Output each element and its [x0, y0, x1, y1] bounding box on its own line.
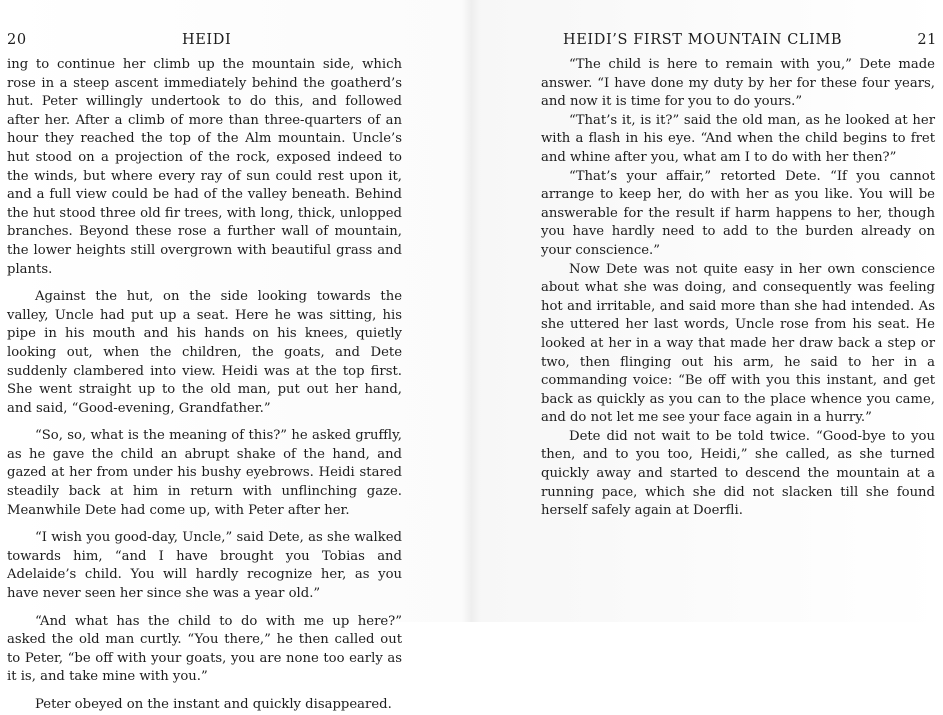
- paragraph: “That’s it, is it?” said the old man, as he looked at her with a flash in his eye. “And when the child begins to fret and whine after you, what am I to do with her then?”: [541, 112, 935, 165]
- paragraph: Now Dete was not quite easy in her own conscience about what she was doing, and consequently was feeling hot and irritable, and said more than she had intended. As she uttered her last words, Uncle rose from his seat. He looked at her in a way that made her draw back a step or two, then flinging out his arm, he said to her in a commanding voice: “Be off with you this instant, and get back as quickly as you can to the place whence you came, and do not let me see your face again in a hurry.”: [541, 261, 935, 426]
- right-page-body: [541, 56, 935, 521]
- paragraph: Peter obeyed on the instant and quickly disappeared.: [35, 697, 392, 712]
- paragraph: “The child is here to remain with you,” Dete made answer. “I have done my duty by her for these four years, and now it is time for you to do yours.”: [541, 57, 935, 110]
- paragraph: Dete did not wait to be told twice. “Good-bye to you then, and to you too, Heidi,” she called, as she turned quickly away and started to descend the mountain at a running pace, which she did not slacken till she found herself safely again at Doerfli.: [541, 428, 935, 519]
- left-page-number: 20: [7, 32, 27, 48]
- right-running-head: HEIDI’S FIRST MOUNTAIN CLIMB: [563, 32, 843, 48]
- left-running-head: HEIDI: [182, 32, 232, 48]
- paragraph: “That’s your affair,” retorted Dete. “If you cannot arrange to keep her, do with her as you like. You will be answerable for the result if harm happens to her, though you have hardly need to add to the burden already on your conscience.”: [541, 168, 935, 258]
- left-page: [0, 0, 470, 712]
- right-page: [472, 0, 943, 622]
- left-page-body: [7, 56, 402, 715]
- paragraph: Against the hut, on the side looking towards the valley, Uncle had put up a seat. Here he was sitting, his pipe in his mouth and his hands on his knees, quietly looking out, when the children, the goats, and Dete suddenly clambered into view. Heidi was at the top first. She went straight up to the old man, put out her hand, and said, “Good-evening, Grandfather.”: [7, 289, 402, 416]
- paragraph: “I wish you good-day, Uncle,” said Dete, as she walked towards him, “and I have brought you Tobias and Adelaide’s child. You will hardly recognize her, as you have never seen her since she was a year old.”: [7, 530, 402, 602]
- paragraph: “So, so, what is the meaning of this?” he asked gruffly, as he gave the child an abrupt shake of the hand, and gazed at her from under his bushy eyebrows. Heidi stared steadily back at him in return with unflinching gaze. Meanwhile Dete had come up, with Peter after her.: [7, 428, 402, 518]
- right-page-number: 21: [917, 32, 937, 48]
- paragraph: “And what has the child to do with me up here?” asked the old man curtly. “You there,” he then called out to Peter, “be off with your goats, you are none too early as it is, and take mine with you.”: [7, 613, 402, 685]
- paragraph: ing to continue her climb up the mountain side, which rose in a steep ascent immediately behind the goatherd’s hut. Peter willingly undertook to do this, and followed after her. After a climb of more than three-quarters of an hour they reached the top of the Alm mountain. Uncle’s hut stood on a projection of the rock, exposed indeed to the winds, but where every ray of sun could rest upon it, and a full view could be had of the valley beneath. Behind the hut stood three old fir trees, with long, thick, unlopped branches. Beyond these rose a further wall of mountain, the lower heights still overgrown with beautiful grass and plants.: [7, 57, 402, 277]
